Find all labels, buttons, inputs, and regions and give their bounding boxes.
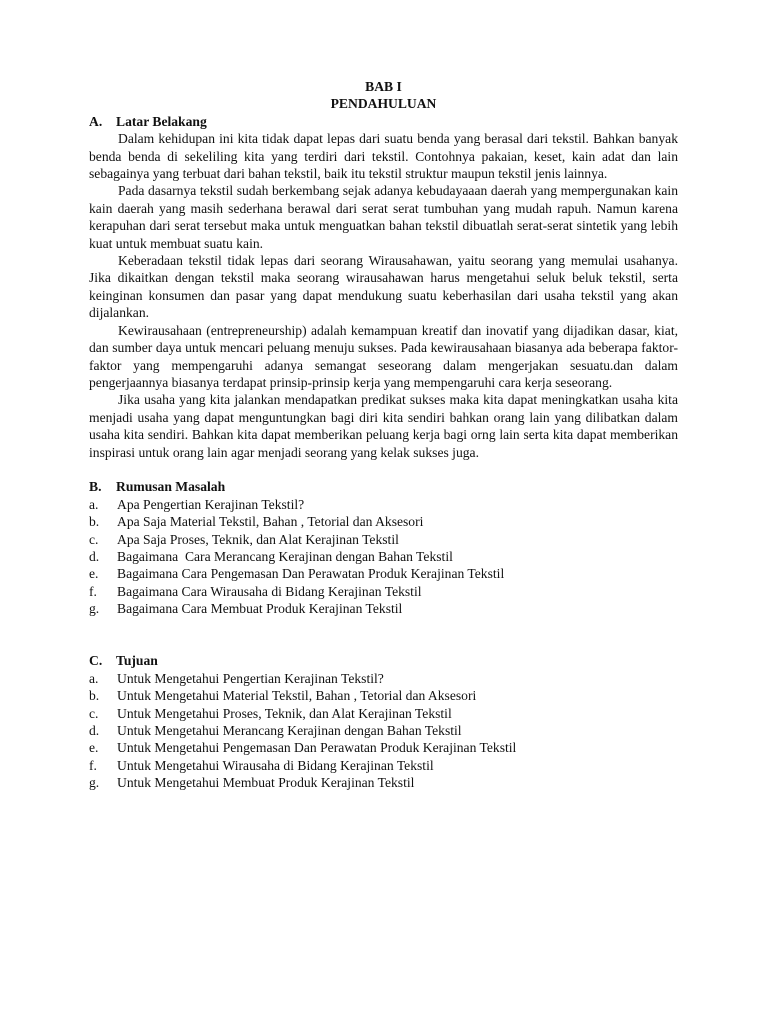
section-c-title: Tujuan (116, 653, 158, 669)
list-text: Untuk Mengetahui Pengemasan Dan Perawatan Produk Kerajinan Tekstil (117, 740, 517, 756)
spacer (89, 618, 678, 653)
list-text: Apa Pengertian Kerajinan Tekstil? (117, 496, 305, 512)
list-text: Untuk Mengetahui Wirausaha di Bidang Kerajinan Tekstil (117, 757, 434, 773)
list-text: Apa Saja Proses, Teknik, dan Alat Kerajinan Tekstil (117, 531, 399, 547)
section-a-title: Latar Belakang (116, 113, 207, 129)
list-item (89, 722, 678, 739)
list-letter: a. (89, 496, 99, 512)
problem-list (89, 496, 678, 618)
paragraph: Pada dasarnya tekstil sudah berkembang sejak adanya kebudayaaan daerah yang mempergunakan kain kain daerah yang masih sederhana berawal dari serat serat tumbuhan yang mudah rapuh. Namun karena kerapuhan dari serat tersebut maka untuk menguatkan bahan tekstil dibuatlah serat-serat sintetik yang lebih kuat untuk membuat suatu kain. (89, 183, 678, 251)
paragraph: Dalam kehidupan ini kita tidak dapat lepas dari suatu benda yang berasal dari tekstil. Bahkan banyak benda benda di sekeliling kita yang terdiri dari tekstil. Contohnya pakaian, keset, kain adat dan lain sebagainya yang terbuat dari bahan tekstil, baik itu tekstil struktur maupun tekstil jenis lainnya. (89, 131, 678, 182)
list-text: Untuk Mengetahui Proses, Teknik, dan Alat Kerajinan Tekstil (117, 705, 452, 721)
list-letter: b. (89, 688, 100, 704)
list-item (89, 583, 678, 600)
section-c-heading (89, 652, 678, 669)
list-letter: c. (89, 705, 99, 721)
list-item (89, 496, 678, 513)
paragraph: Kewirausahaan (entrepreneurship) adalah kemampuan kreatif dan inovatif yang dijadikan dasar, kiat, dan sumber daya untuk mencari peluang menuju sukses. Pada kewirausahaan biasanya ada beberapa faktor- faktor yang mempengaruhi adanya semangat seseorang dalam mengerjakan sesuatu.dan dalam pengerjaannya biasanya terdapat prinsip-prinsip kerja yang mempengaruhi cara kerja seseorang. (89, 322, 678, 390)
section-b-letter: B. (89, 479, 102, 495)
list-text: Untuk Mengetahui Membuat Produk Kerajinan Tekstil (117, 775, 415, 791)
chapter-title: PENDAHULUAN (330, 96, 437, 112)
list-item (89, 670, 678, 687)
list-item (89, 531, 678, 548)
document-page (89, 78, 678, 792)
list-text: Bagaimana Cara Merancang Kerajinan dengan Bahan Tekstil (117, 548, 453, 564)
list-letter: a. (89, 670, 99, 686)
chapter-number: BAB I (365, 79, 402, 94)
list-item (89, 600, 678, 617)
objective-list (89, 670, 678, 792)
list-item (89, 513, 678, 530)
list-item (89, 548, 678, 565)
list-item (89, 687, 678, 704)
list-text: Apa Saja Material Tekstil, Bahan , Tetorial dan Aksesori (117, 514, 424, 530)
list-item (89, 774, 678, 791)
section-c-letter: C. (89, 653, 103, 669)
list-item (89, 565, 678, 582)
list-letter: e. (89, 740, 99, 756)
list-letter: f. (89, 757, 97, 773)
spacer (89, 461, 678, 478)
list-text: Untuk Mengetahui Merancang Kerajinan dengan Bahan Tekstil (117, 723, 462, 738)
paragraph: Keberadaan tekstil tidak lepas dari seorang Wirausahawan, yaitu seorang yang memulai usahanya. Jika dikaitkan dengan tekstil maka seorang wirausahawan harus mengetahui seluk beluk tekstil, serta keinginan konsumen dan pasar yang dapat mendukung suatu keberhasilan dari usaha tekstil yang akan dijalankan. (89, 253, 678, 321)
list-text: Bagaimana Cara Wirausaha di Bidang Kerajinan Tekstil (117, 583, 422, 599)
list-text: Untuk Mengetahui Material Tekstil, Bahan , Tetorial dan Aksesori (117, 688, 477, 704)
list-text: Bagaimana Cara Membuat Produk Kerajinan Tekstil (117, 601, 403, 617)
list-letter: c. (89, 531, 99, 547)
list-letter: f. (89, 583, 97, 599)
list-letter: d. (89, 548, 100, 564)
list-letter: b. (89, 514, 100, 530)
section-b-title: Rumusan Masalah (116, 479, 226, 495)
list-letter: e. (89, 566, 99, 582)
list-item (89, 757, 678, 774)
list-letter: g. (89, 601, 100, 617)
paragraph: Jika usaha yang kita jalankan mendapatkan predikat sukses maka kita dapat meningkatkan usaha kita menjadi usaha yang dapat menguntungkan bagi diri kita sendiri bahkan orang lain yang dilibatkan dalam usaha kita sendiri. Bahkan kita dapat memberikan peluang kerja bagi orng lain serta kita dapat memberikan inspirasi untuk orang lain agar menjadi seorang yang kelak sukses juga. (89, 392, 678, 460)
list-letter: g. (89, 775, 100, 791)
list-letter: d. (89, 723, 100, 738)
section-a-letter: A. (89, 113, 103, 129)
list-item (89, 739, 678, 756)
section-a-heading (89, 113, 678, 130)
section-b-heading (89, 478, 678, 495)
list-text: Bagaimana Cara Pengemasan Dan Perawatan Produk Kerajinan Tekstil (117, 566, 505, 582)
list-text: Untuk Mengetahui Pengertian Kerajinan Tekstil? (117, 670, 384, 686)
list-item (89, 705, 678, 722)
